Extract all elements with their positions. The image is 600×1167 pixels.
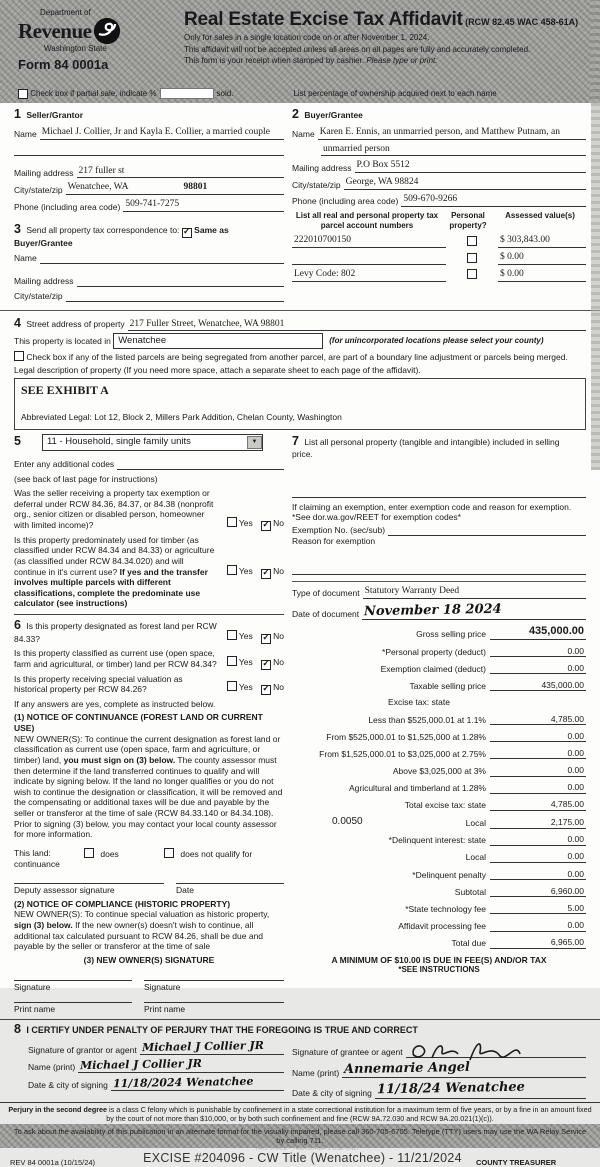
divider — [14, 614, 284, 615]
partial-sale-suffix: sold. — [216, 88, 234, 98]
exemption-no-label: Exemption No. (sec/sub) — [292, 525, 386, 536]
reason-field[interactable] — [292, 563, 586, 575]
header-note-2: This affidavit will not be accepted unless all areas on all pages are fully and accurately completed. — [184, 44, 531, 54]
timber-no-checkbox[interactable] — [261, 566, 271, 579]
this-land-label: This land: continuance — [14, 847, 60, 869]
tier4-value: 0.00 — [490, 765, 586, 777]
deputy-date-line[interactable]: Date — [176, 883, 284, 896]
notice1-bold: you must sign on (3) below. — [63, 754, 176, 765]
perjury-statement — [0, 1102, 600, 1124]
header-note-1: Only for sales in a single location code on or after November 1, 2024. — [184, 33, 430, 43]
personal-property-field[interactable] — [292, 486, 586, 498]
forest-land-question: Is this property designated as forest land per RCW 84.33? — [14, 621, 217, 644]
excise-stamp: EXCISE #204096 - CW Title (Wenatchee) - 11/21/2024 — [143, 1151, 462, 1166]
section3-label: Send all property tax correspondence to: — [26, 225, 180, 236]
yes-label: Yes — [238, 681, 253, 692]
seller-city-field[interactable] — [66, 182, 284, 195]
section1-title — [14, 107, 284, 123]
check-glyph: ✓ — [262, 632, 270, 643]
parcel-value-field[interactable]: $ 303,843.00 — [498, 235, 586, 248]
timber-question — [14, 535, 221, 609]
seller-city-label: City/state/zip — [14, 184, 63, 195]
tech-fee-value: 5.00 — [490, 903, 586, 915]
notice2-bold: sign (3) below. — [14, 920, 73, 930]
no-label: No — [273, 681, 284, 692]
buyer-name-field-2[interactable]: unmarried person — [321, 144, 586, 157]
seller-city-value: Wenatchee, WA — [67, 182, 129, 193]
no-label: No — [273, 656, 284, 667]
section1-number: 1 — [14, 107, 21, 121]
certify-statement: I CERTIFY UNDER PENALTY OF PERJURY THAT THE FOREGOING IS TRUE AND CORRECT — [26, 1024, 418, 1035]
section3-number: 3 — [14, 222, 21, 237]
see-instructions-note: *SEE INSTRUCTIONS — [398, 965, 480, 975]
section8 — [0, 1019, 600, 1102]
parcel-header-personal: Personal property? — [449, 211, 487, 230]
form-revision: REV 84 0001a (10/15/24) — [10, 1157, 96, 1167]
historical-question: Is this property receiving special valuation as historical property per RCW 84.26? — [14, 673, 183, 695]
seller-phone-field[interactable]: 509-741-7275 — [123, 199, 284, 212]
codes-note: (see back of last page for instructions) — [14, 473, 158, 484]
grantor-print-name-label: Name (print) — [28, 1062, 76, 1073]
grantee-signature-label: Signature of grantee or agent — [292, 1047, 403, 1058]
agency-dept-label: Department of — [40, 8, 91, 17]
grantor-print-name-handwriting: Michael J Collier JR — [80, 1057, 203, 1073]
parcel-value-field[interactable]: $ 0.00 — [498, 269, 586, 282]
notice2-text-b: If the new owner(s) doesn't wish to continue, all additional tax calculated pursuant to RCW 84.26, shall be due and payable by the seller or transferor at the time of sale — [14, 920, 264, 952]
grantor-signature-handwriting: Michael J Collier JR — [141, 1039, 264, 1055]
notice1-text-b: The county assessor must then determine if the land transferred continues to qualify and will indicate by signing below. If the land no longer qualifies or you do not wish to continue the designation or classification, it will be removed and the compensating or additional taxes will be due and payable by the seller or transferor at the time of sale (RCW 84.33.140 or 84.34.108). Prior to signing (3) below, you may contact your local county assessor for more information. — [14, 754, 283, 840]
subtotal-value: 6,960.00 — [490, 886, 586, 898]
owner-print-name-line-2[interactable]: Print name — [144, 1002, 284, 1015]
section8-number: 8 — [14, 1021, 21, 1036]
form-number: Form 84 0001a — [18, 57, 109, 73]
exemption-deduct-label: Exemption claimed (deduct) — [380, 663, 486, 674]
type-of-document-field[interactable]: Statutory Warranty Deed — [363, 586, 586, 599]
section7-number: 7 — [292, 433, 299, 448]
timber-yes-checkbox[interactable] — [227, 565, 237, 575]
segregated-label: Check box if any of the listed parcels are being segregated from another parcel, are part of a boundary line adjustment or parcels being merged. — [26, 352, 568, 363]
grantee-date-handwriting: 11/18/24 Wenatchee — [376, 1079, 525, 1098]
exemption-question: Was the seller receiving a property tax exemption or deferral under RCW 84.36, 84.37, or 84.38 (nonprofit org., senior citizen or disabled person, homeowner with limited income)? — [14, 488, 214, 530]
local-value: 2,175.00 — [490, 817, 586, 829]
agency-block — [18, 8, 178, 84]
personal-deduct-label: *Personal property (deduct) — [382, 646, 486, 657]
form-header-band — [0, 0, 600, 103]
located-in-note: (for unincorporated locations please select your county) — [329, 336, 544, 346]
perjury-rest: is a class C felony which is punishable by confinement in a state correctional institution for a maximum term of five years, or by a fine in an amount fixed by the court of not more than $10,000, or by both such confinement and fine (RCW 9A.72.030 and RCW 9A.20.021(1)(c)). — [106, 1104, 592, 1123]
type-of-document-label: Type of document — [292, 587, 360, 598]
segregated-checkbox[interactable] — [14, 351, 24, 361]
historical-no-checkbox[interactable] — [261, 682, 271, 695]
local-label: Local — [465, 818, 486, 829]
check-glyph: ✓ — [262, 657, 270, 668]
parcel-row — [292, 269, 586, 282]
grantee-signature-field[interactable] — [406, 1040, 586, 1058]
corr-mailing-label: Mailing address — [14, 276, 74, 287]
date-of-document-label: Date of document — [292, 609, 360, 620]
buyer-phone-field[interactable]: 509-670-9266 — [401, 194, 586, 207]
same-as-buyer-label: Same as Buyer/Grantee — [14, 225, 229, 249]
total-state-label: Total excise tax: state — [404, 800, 486, 811]
grantor-signature-label: Signature of grantor or agent — [28, 1044, 137, 1055]
form-title: Real Estate Excise Tax Affidavit — [184, 9, 463, 30]
parcel-row — [292, 252, 586, 265]
located-in-select[interactable]: Wenatchee — [113, 333, 323, 349]
partial-sale-label: Check box if partial sale, indicate % — [30, 88, 157, 98]
gross-value: 435,000.00 — [490, 625, 586, 640]
legal-description-label: Legal description of property (If you need more space, attach a separate sheet to each page of the affidavit). — [14, 364, 421, 375]
owner-signature-line-1[interactable]: Signature — [14, 980, 132, 993]
partial-sale-row — [0, 86, 600, 103]
exemption-no-field[interactable] — [388, 525, 586, 536]
section2-title — [292, 107, 586, 123]
tier1-label: Less than $525,000.01 at 1.1% — [368, 714, 486, 725]
grantee-print-name-label: Name (print) — [292, 1067, 340, 1078]
timber-question-bold: If yes and the transfer involves multiple parcels with different classifications, complete the predominate use calculator (see instructions) — [14, 566, 208, 609]
land-use-code-value: 11 - Household, single family units — [46, 436, 191, 448]
corr-name-field[interactable] — [40, 253, 284, 264]
header-note-3a: This form is your receipt when stamped by cashier. — [184, 56, 365, 66]
same-as-buyer-checkbox[interactable] — [182, 228, 192, 238]
owner-print-name-line-1[interactable]: Print name — [14, 1002, 132, 1015]
total-due-value: 6,965.00 — [490, 937, 586, 949]
taxable-value: 435,000.00 — [490, 680, 586, 692]
land-qualify-row — [14, 848, 284, 869]
parcel-header-numbers: List all real and personal property tax parcel account numbers — [295, 211, 439, 230]
parcel-value-field[interactable]: $ 0.00 — [498, 252, 586, 265]
dropdown-arrow-glyph: ▼ — [251, 438, 258, 445]
notice1-text-a: NEW OWNER(S): To continue the current designation as forest land or classification as current use (open space, farm and agriculture, or timber) land, — [14, 733, 281, 765]
subtotal-label: Subtotal — [454, 886, 486, 897]
timber-question-text: Is this property predominately used for timber (as classified under RCW 84.34 and 84.33) or agriculture (as classified under RCW 84.34.020) and will continue in it's current use? — [14, 534, 215, 577]
section4-number: 4 — [14, 315, 21, 330]
corr-city-field[interactable] — [66, 291, 284, 302]
agency-name: Revenue — [18, 19, 92, 43]
header-note-3 — [184, 56, 590, 66]
gross-label: Gross selling price — [416, 629, 486, 640]
section2-label: Buyer/Grantee — [304, 110, 363, 120]
legal-abbreviated-text: Abbreviated Legal: Lot 12, Block 2, Millers Park Addition, Chelan County, Washington — [21, 411, 342, 422]
buyer-phone-label: Phone (including area code) — [292, 196, 399, 207]
owner-signature-line-2[interactable]: Signature — [144, 980, 284, 993]
no-label: No — [273, 517, 284, 528]
agri-value: 0.00 — [490, 782, 586, 794]
corr-mailing-field[interactable] — [77, 276, 284, 287]
does-checkbox[interactable] — [84, 848, 94, 858]
taxable-label: Taxable selling price — [409, 680, 486, 691]
exemption-yes-checkbox[interactable] — [227, 517, 237, 527]
timber-yes-no — [221, 565, 284, 579]
historical-yes-no — [221, 681, 284, 695]
section5-number: 5 — [14, 434, 21, 449]
yes-label: Yes — [238, 631, 253, 642]
tier2-label: From $525,000.01 to $1,525,000 at 1.28% — [326, 731, 486, 742]
forest-yes-checkbox[interactable] — [227, 630, 237, 640]
total-state-value: 4,785.00 — [490, 799, 586, 811]
land-use-code-dropdown[interactable] — [42, 434, 263, 451]
form-rcw: (RCW 82.45 WAC 458-61A) — [465, 17, 579, 27]
buyer-mailing-label: Mailing address — [292, 162, 352, 173]
tier1-value: 4,785.00 — [490, 714, 586, 726]
affidavit-fee-label: Affidavit processing fee — [398, 920, 486, 931]
tier2-value: 0.00 — [490, 731, 586, 743]
tier3-label: From $1,525,000.01 to $3,025,000 at 2.75% — [319, 748, 486, 759]
reason-label: Reason for exemption — [292, 536, 376, 546]
ownership-note: List percentage of ownership acquired next to each name — [293, 88, 497, 98]
buyer-name-label: Name — [292, 128, 315, 139]
yes-label: Yes — [238, 656, 253, 667]
check-glyph: ✓ — [262, 566, 270, 577]
buyer-mailing-field[interactable]: P.O Box 5512 — [355, 160, 586, 173]
no-label: No — [273, 565, 284, 576]
forest-yes-no — [221, 630, 284, 644]
grantor-date-field[interactable] — [111, 1076, 284, 1091]
does-not-label: does not qualify for — [180, 848, 253, 859]
seller-name-field[interactable]: Michael J. Collier, Jr and Kayla E. Collier, a married couple — [40, 127, 284, 140]
section6-number: 6 — [14, 618, 21, 632]
personal-property-label: List all personal property (tangible and intangible) included in selling price. — [292, 436, 560, 460]
located-in-label: This property is located in — [14, 336, 111, 346]
seller-mailing-field[interactable]: 217 fuller st — [77, 166, 284, 179]
revenue-logo-icon — [94, 18, 120, 44]
agency-state-label: Washington State — [44, 44, 107, 54]
additional-codes-label: Enter any additional codes — [14, 458, 115, 469]
current-use-yes-checkbox[interactable] — [227, 656, 237, 666]
current-use-no-checkbox[interactable] — [261, 657, 271, 670]
legal-description-box[interactable] — [14, 378, 586, 430]
local2-value: 0.00 — [490, 851, 586, 863]
grantor-date-label: Date & city of signing — [28, 1080, 108, 1090]
street-address-field[interactable]: 217 Fuller Street, Wenatchee, WA 98801 — [128, 319, 357, 332]
dropdown-arrow-icon[interactable] — [247, 436, 262, 449]
parcel-personal-checkbox[interactable] — [467, 236, 477, 246]
seller-name-label: Name — [14, 128, 37, 139]
additional-codes-field[interactable] — [117, 459, 284, 470]
no-label: No — [273, 631, 284, 642]
delinquent-penalty-value: 0.00 — [490, 869, 586, 881]
section4 — [0, 310, 600, 430]
partial-sale-checkbox[interactable] — [18, 89, 28, 99]
buyer-city-label: City/state/zip — [292, 179, 341, 190]
notice1-title: (1) NOTICE OF CONTINUANCE (FOREST LAND OR CURRENT USE) — [14, 712, 263, 733]
historical-yes-checkbox[interactable] — [227, 681, 237, 691]
check-glyph: ✓ — [262, 518, 270, 529]
yes-label: Yes — [238, 565, 253, 576]
buyer-city-field[interactable]: George, WA 98824 — [344, 177, 586, 190]
agri-label: Agricultural and timberland at 1.28% — [348, 783, 486, 793]
seller-mailing-label: Mailing address — [14, 167, 74, 178]
treasurer-space-note: THIS SPACE - TREASURER'S USE ONLY — [255, 1146, 360, 1153]
buyer-name-field[interactable]: Karen E. Ennis, an unmarried person, and Matthew Putnam, an — [318, 127, 586, 140]
forest-no-checkbox[interactable] — [261, 634, 271, 644]
form-footer — [0, 1102, 600, 1167]
seller-zip-value: 98801 — [183, 182, 208, 193]
grantor-date-handwriting: 11/18/2024 Wenatchee — [112, 1074, 254, 1091]
local-rate-value: 0.0050 — [332, 816, 363, 828]
seller-phone-label: Phone (including area code) — [14, 201, 121, 212]
delinquent-interest-label: *Delinquent interest: state — [388, 835, 486, 846]
local2-label: Local — [465, 852, 486, 863]
legal-exhibit-text: SEE EXHIBIT A — [21, 382, 109, 397]
grantor-print-name-field[interactable] — [78, 1058, 284, 1073]
deputy-assessor-signature-line[interactable]: Deputy assessor signature — [14, 883, 164, 896]
parcel-row — [292, 235, 586, 248]
exemption-deduct-value: 0.00 — [490, 663, 586, 675]
corr-name-label: Name — [14, 253, 37, 264]
grantee-print-name-field[interactable] — [342, 1061, 586, 1078]
parcel-number-field[interactable] — [292, 254, 446, 265]
date-of-document-handwriting: November 18 2024 — [363, 601, 502, 619]
parcel-personal-checkbox[interactable] — [467, 253, 477, 263]
excise-state-heading: Excise tax: state — [388, 697, 450, 708]
seller-name-extra-line[interactable] — [14, 144, 284, 156]
partial-sale-percent-input[interactable] — [160, 88, 214, 99]
exemption-note: If claiming an exemption, enter exemption code and reason for exemption. *See dor.wa.gov/REET for exemption codes* — [292, 501, 572, 523]
new-owners-signature-title: (3) NEW OWNER(S) SIGNATURE — [83, 954, 215, 965]
corr-city-label: City/state/zip — [14, 291, 63, 302]
parcel-number-field[interactable]: Levy Code: 802 — [292, 269, 446, 282]
section1-label: Seller/Grantor — [26, 110, 84, 120]
county-treasurer-label: COUNTY TREASURER — [475, 1157, 557, 1167]
date-of-document-field[interactable] — [362, 603, 586, 620]
street-address-label: Street address of property — [26, 318, 125, 329]
does-label: does — [100, 848, 119, 859]
grantee-date-field[interactable] — [375, 1081, 586, 1098]
does-not-checkbox[interactable] — [164, 848, 174, 858]
tech-fee-label: *State technology fee — [405, 903, 486, 914]
grantor-signature-field[interactable] — [140, 1040, 284, 1055]
minimum-due-note: A MINIMUM OF $10.00 IS DUE IN FEE(S) AND/OR TAX — [331, 954, 547, 965]
total-due-label: Total due — [451, 938, 486, 948]
section3-row — [14, 222, 284, 249]
notice2-text-a: NEW OWNER(S): To continue special valuation as historic property, — [14, 909, 270, 920]
accessibility-note: To ask about the availability of this publication in an alternate format for the visually impaired, please call 360-705-6705. Teletype (TTY) users may use the WA Relay Service by calling 711. — [0, 1124, 600, 1149]
notice2-title: (2) NOTICE OF COMPLIANCE (HISTORIC PROPERTY) — [14, 898, 231, 909]
exemption-no-checkbox[interactable] — [261, 518, 271, 531]
parcel-personal-checkbox[interactable] — [467, 269, 477, 279]
grantee-print-name-handwriting: Annemarie Angel — [344, 1059, 471, 1078]
delinquent-interest-value: 0.00 — [490, 834, 586, 846]
parcel-header-assessed: Assessed value(s) — [505, 211, 575, 220]
header-note-3b: Please type or print. — [366, 56, 438, 66]
exemption-yes-no — [221, 517, 284, 531]
tier4-label: Above $3,025,000 at 3% — [392, 765, 486, 776]
parcel-table-header — [292, 211, 586, 231]
current-use-yes-no — [221, 656, 284, 670]
affidavit-fee-value: 0.00 — [490, 920, 586, 932]
yes-label: Yes — [238, 517, 253, 528]
grantee-date-label: Date & city of signing — [292, 1087, 372, 1098]
check-glyph: ✓ — [183, 226, 191, 237]
section2-number: 2 — [292, 107, 299, 121]
delinquent-penalty-label: *Delinquent penalty — [412, 869, 486, 880]
complete-instruction: If any answers are yes, complete as instructed below. — [14, 698, 216, 709]
perjury-bold: Perjury in the second degree — [8, 1104, 108, 1114]
current-use-question: Is this property classified as current use (open space, farm and agricultural, or timber) land per RCW 84.34? — [14, 648, 217, 669]
personal-deduct-value: 0.00 — [490, 646, 586, 658]
parcel-number-field[interactable]: 222010700150 — [292, 235, 446, 248]
tier3-value: 0.00 — [490, 748, 586, 760]
check-glyph: ✓ — [262, 682, 270, 693]
